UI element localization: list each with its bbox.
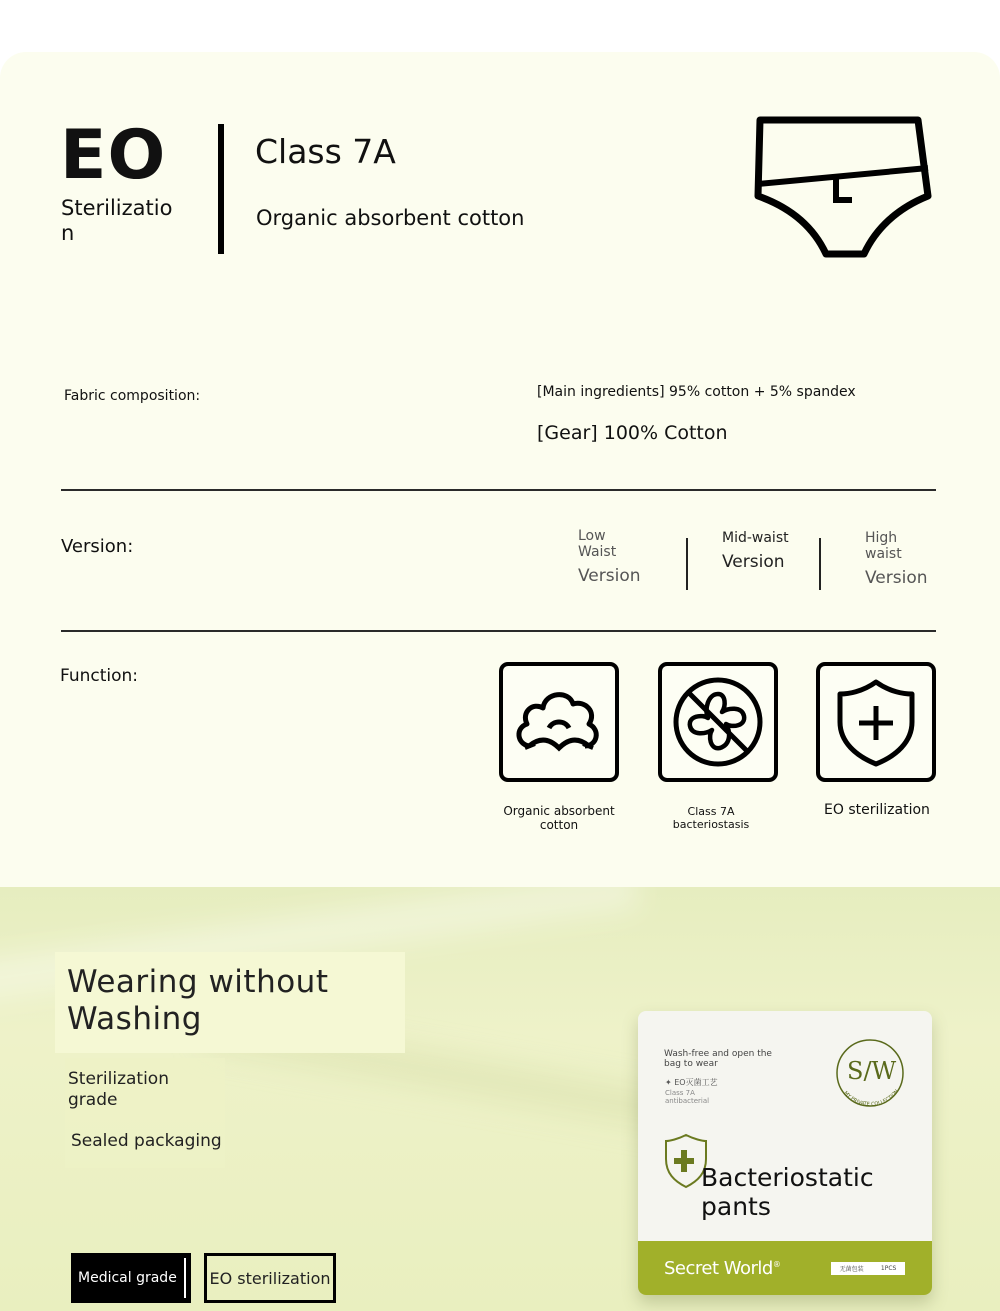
version-option-name: Mid-waist: [722, 530, 789, 546]
version-separator: [686, 538, 688, 590]
version-label: Version:: [61, 536, 134, 557]
divider: [61, 489, 936, 491]
gear-composition: [Gear] 100% Cotton: [537, 422, 728, 444]
divider-vertical: [218, 124, 224, 254]
product-card: [0, 52, 1000, 1311]
fabric-label: Fabric composition:: [64, 388, 201, 404]
medical-grade-badge: Medical grade: [71, 1253, 191, 1303]
main-ingredients: [Main ingredients] 95% cotton + 5% spandex: [537, 384, 856, 400]
version-option-mid[interactable]: [722, 530, 792, 572]
version-option-high[interactable]: [865, 530, 935, 588]
brand-logo-ring: MY PRIVATE COLLECTION: [842, 1088, 901, 1108]
function-label: Function:: [60, 666, 139, 686]
feature-sterilization: Sterilization grade: [68, 1069, 169, 1110]
svg-text:MY PRIVATE COLLECTION: [842, 1088, 900, 1107]
package-tag-left: 无菌包装: [839, 1266, 864, 1273]
version-option-suffix: Version: [722, 552, 785, 572]
version-option-name: Low Waist: [578, 528, 617, 560]
organic-subheading: Organic absorbent cotton: [256, 206, 525, 230]
package-wash-text: Wash-free and open the bag to wear: [664, 1049, 772, 1069]
package-brand-name: Secret World: [664, 1258, 773, 1279]
function-caption: EO sterilization: [824, 802, 930, 818]
panty-icon: [748, 116, 938, 260]
function-caption: Organic absorbent cotton: [503, 804, 615, 832]
package-brand: [664, 1258, 780, 1279]
function-cotton-tile: [499, 662, 619, 782]
function-antibacterial-tile: [658, 662, 778, 782]
package-tag-right: 1PCS: [880, 1265, 897, 1272]
eo-sterilization-badge: EO sterilization: [204, 1253, 336, 1303]
feature-sealed: Sealed packaging: [71, 1131, 222, 1151]
version-option-low[interactable]: [578, 528, 648, 586]
antibacterial-icon: [670, 674, 766, 770]
version-separator: [819, 538, 821, 590]
brand-logo-text: S/W: [847, 1057, 897, 1085]
promo-section: [0, 887, 1000, 1311]
package-brand-mark: ®: [772, 1260, 781, 1269]
cotton-icon: [511, 674, 607, 770]
package-class-text: Class 7A antibacterial: [665, 1089, 710, 1105]
package-band: [638, 1241, 932, 1295]
package-tag: [831, 1262, 905, 1275]
promo-title: Wearing without Washing: [67, 964, 329, 1037]
product-package: [638, 1011, 932, 1295]
package-title: Bacteriostatic pants: [701, 1163, 874, 1221]
eo-subheading: Sterilization: [61, 196, 173, 245]
version-option-name: High waist: [865, 530, 902, 562]
promo-title-box: [55, 952, 405, 1053]
package-eo-text: ✦ EO灭菌工艺: [665, 1078, 718, 1087]
version-option-suffix: Version: [865, 568, 928, 588]
function-caption: Class 7A bacteriostasis: [672, 805, 750, 831]
version-option-suffix: Version: [578, 566, 641, 586]
function-sterilization-tile: [816, 662, 936, 782]
divider: [61, 630, 936, 632]
shield-plus-icon: [828, 674, 924, 770]
eo-heading: EO: [60, 116, 167, 195]
brand-logo: [832, 1035, 914, 1117]
class-heading: Class 7A: [255, 132, 396, 171]
